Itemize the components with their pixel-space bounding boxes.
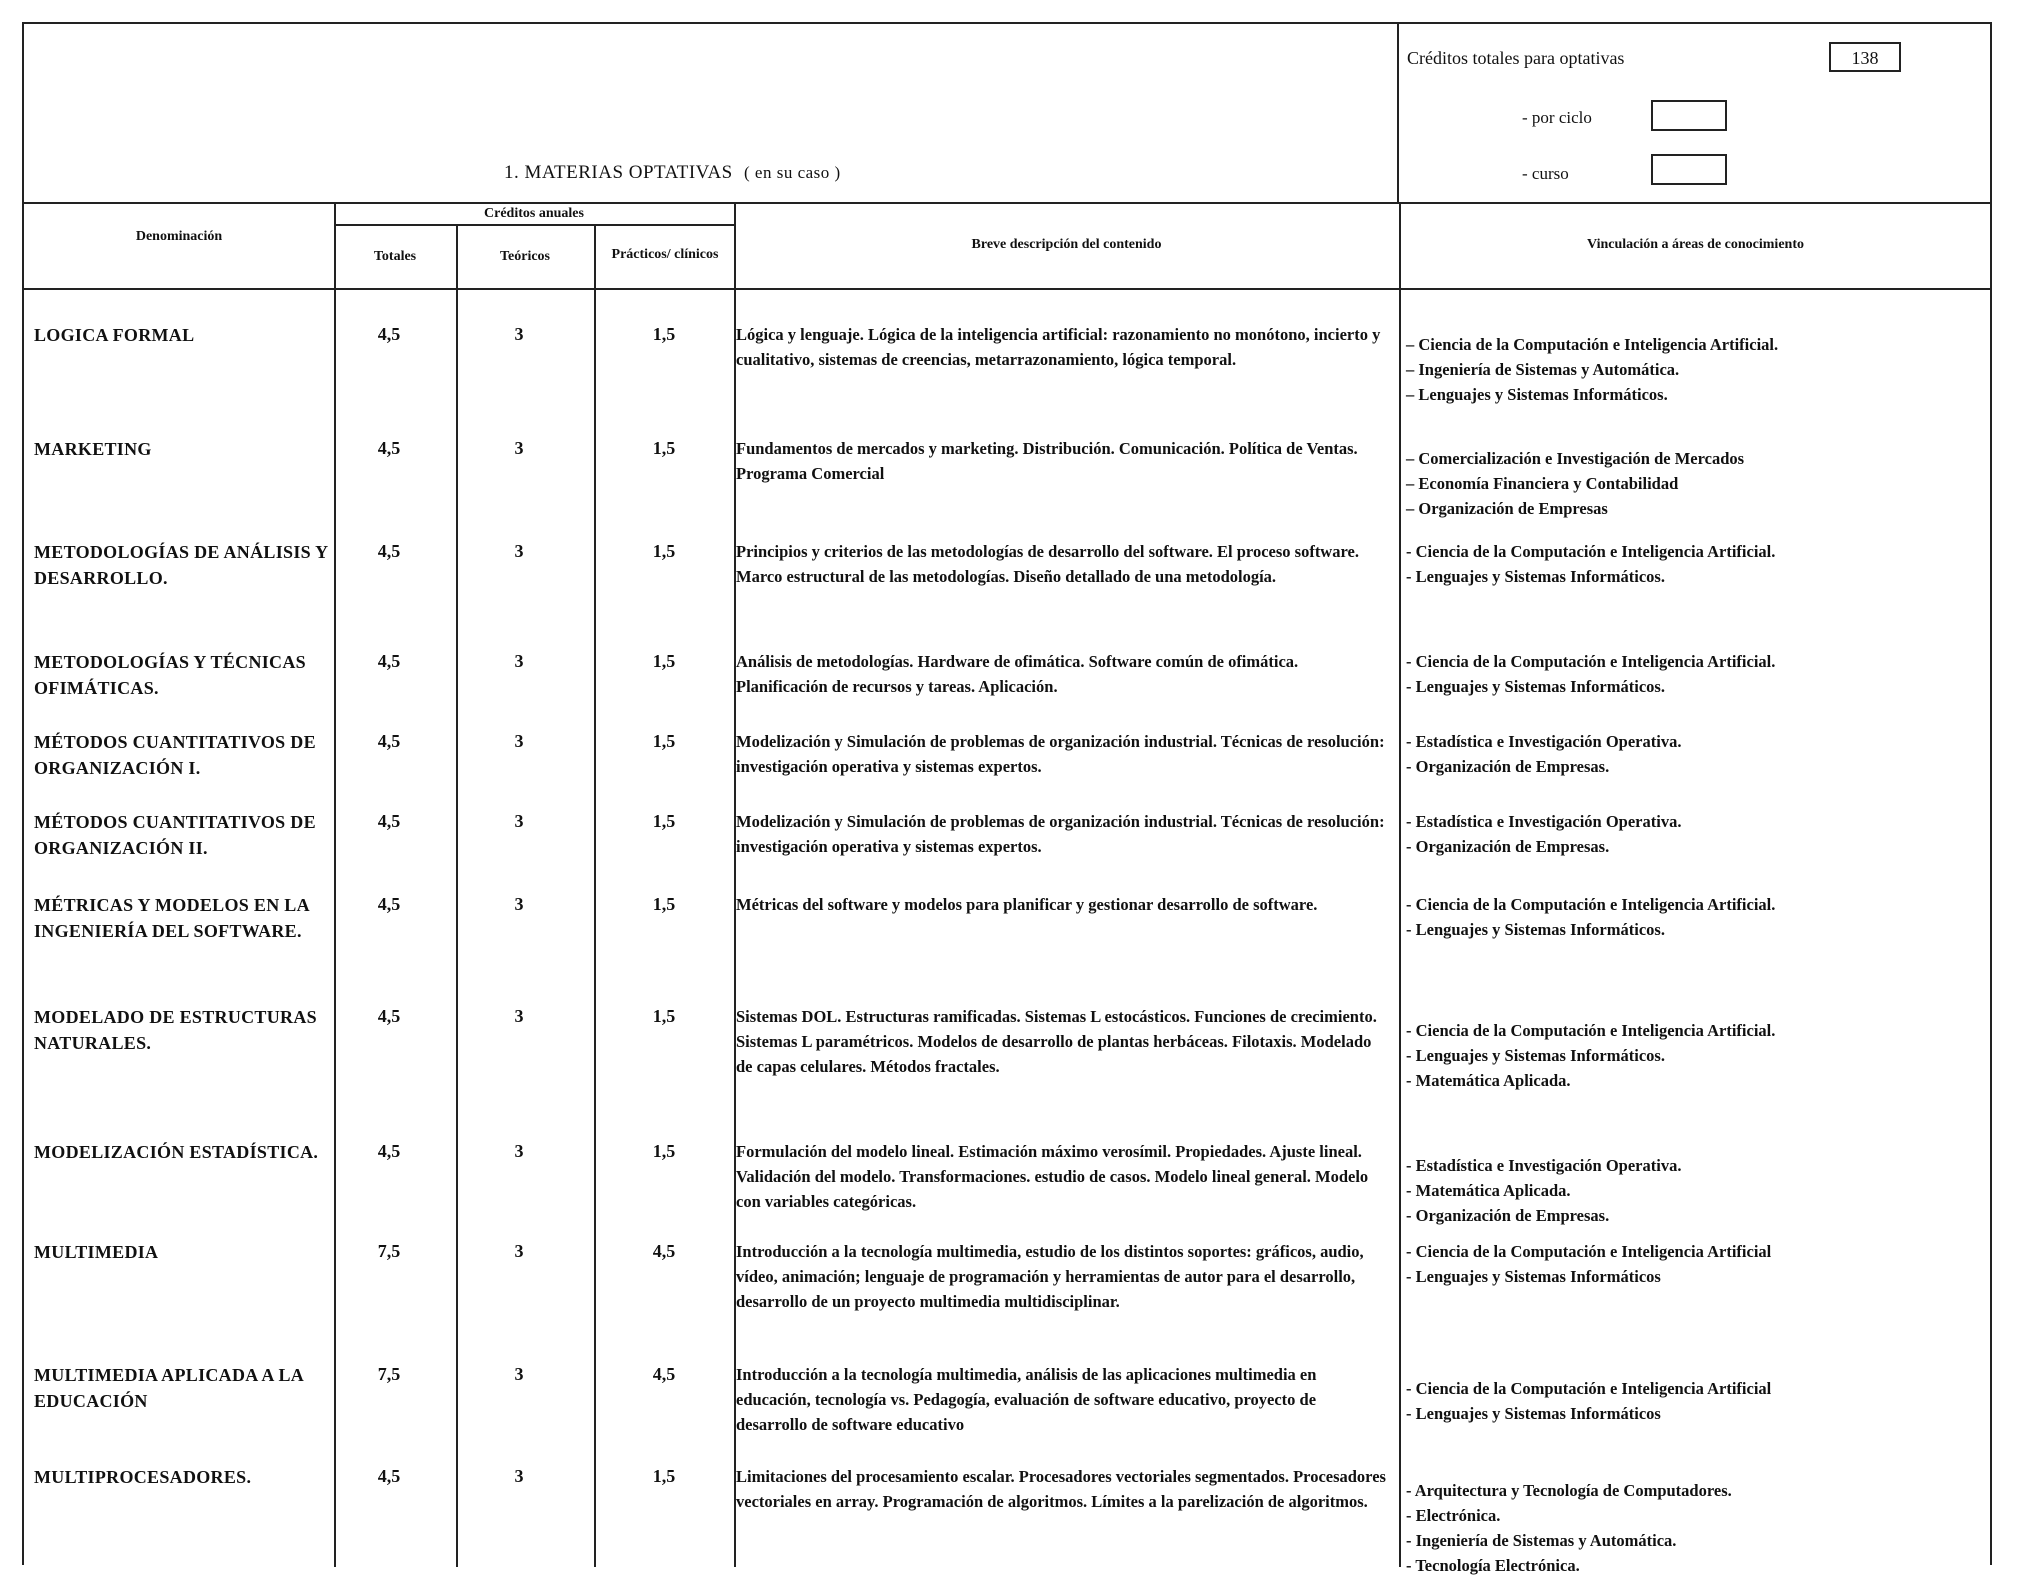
knowledge-areas — [1406, 539, 1986, 589]
credits-totales: 4,5 — [377, 541, 401, 561]
knowledge-areas — [1406, 1478, 1986, 1578]
credits-totales: 4,5 — [377, 438, 401, 458]
credits-practicos: 1,5 — [652, 438, 676, 458]
divider — [24, 202, 1990, 204]
knowledge-areas — [1406, 892, 1986, 942]
knowledge-area-item: - Ciencia de la Computación e Inteligencia Artificial — [1406, 1379, 1772, 1398]
subject-name: MULTIPROCESADORES. — [34, 1467, 252, 1487]
subject-name: MARKETING — [34, 439, 152, 459]
credits-totales: 7,5 — [377, 1241, 401, 1261]
credits-totales: 4,5 — [377, 324, 401, 344]
credits-teoricos: 3 — [514, 811, 524, 831]
knowledge-areas — [1406, 1018, 1986, 1093]
subject-description: Análisis de metodologías. Hardware de ofimática. Software común de ofimática. Planificación de recursos y tareas. Aplicación. — [736, 652, 1299, 696]
knowledge-area-item: - Matemática Aplicada. — [1406, 1071, 1571, 1090]
credits-totales: 4,5 — [377, 811, 401, 831]
subject-description: Métricas del software y modelos para planificar y gestionar desarrollo de software. — [736, 895, 1318, 914]
curso-label: - curso — [1522, 164, 1569, 183]
subject-name: MÉTRICAS Y MODELOS EN LA INGENIERÍA DEL SOFTWARE. — [34, 895, 309, 941]
credits-practicos: 1,5 — [652, 1006, 676, 1026]
knowledge-area-item: - Lenguajes y Sistemas Informáticos — [1406, 1267, 1661, 1286]
knowledge-area-item: - Arquitectura y Tecnología de Computadores. — [1406, 1481, 1732, 1500]
knowledge-area-item: - Ciencia de la Computación e Inteligencia Artificial. — [1406, 542, 1776, 561]
knowledge-area-item: - Lenguajes y Sistemas Informáticos. — [1406, 567, 1665, 586]
knowledge-areas — [1406, 1153, 1986, 1228]
divider — [1399, 202, 1401, 1567]
credits-total-label: Créditos totales para optativas — [1407, 48, 1625, 68]
subject-description: Modelización y Simulación de problemas de organización industrial. Técnicas de resolución: investigación operativa y sistemas expertos. — [736, 732, 1385, 776]
subject-description: Formulación del modelo lineal. Estimación máximo verosímil. Propiedades. Ajuste lineal. Validación del modelo. Transformaciones. estudio de casos. Modelo lineal general. Modelo con variables categóricas. — [736, 1142, 1369, 1211]
form-table — [22, 22, 1992, 1575]
col-totales: Totales — [373, 249, 417, 264]
credits-teoricos: 3 — [514, 541, 524, 561]
knowledge-areas — [1406, 332, 1986, 407]
knowledge-area-item: - Ciencia de la Computación e Inteligencia Artificial. — [1406, 895, 1776, 914]
credits-practicos: 1,5 — [652, 324, 676, 344]
credits-teoricos: 3 — [514, 1241, 524, 1261]
knowledge-area-item: – Lenguajes y Sistemas Informáticos. — [1406, 385, 1668, 404]
header-title-area — [24, 24, 1399, 202]
subject-name: MODELADO DE ESTRUCTURAS NATURALES. — [34, 1007, 317, 1053]
knowledge-area-item: - Tecnología Electrónica. — [1406, 1556, 1580, 1575]
credits-practicos: 4,5 — [652, 1364, 676, 1384]
knowledge-area-item: - Ciencia de la Computación e Inteligencia Artificial. — [1406, 1021, 1776, 1040]
credits-practicos: 1,5 — [652, 651, 676, 671]
page-title-text: 1. MATERIAS OPTATIVAS — [504, 162, 733, 183]
credits-totales: 4,5 — [377, 651, 401, 671]
subject-description: Fundamentos de mercados y marketing. Distribución. Comunicación. Política de Ventas. Programa Comercial — [736, 439, 1358, 483]
credits-totales: 4,5 — [377, 1466, 401, 1486]
credits-practicos: 1,5 — [652, 541, 676, 561]
knowledge-area-item: - Electrónica. — [1406, 1506, 1501, 1525]
credits-practicos: 1,5 — [652, 811, 676, 831]
subject-name: MULTIMEDIA — [34, 1242, 159, 1262]
divider — [334, 224, 734, 226]
knowledge-area-item: - Matemática Aplicada. — [1406, 1181, 1571, 1200]
knowledge-area-item: – Economía Financiera y Contabilidad — [1406, 474, 1679, 493]
credits-practicos: 1,5 — [652, 731, 676, 751]
col-denominacion: Denominación — [135, 229, 223, 244]
col-creditos-anuales: Créditos anuales — [484, 206, 584, 221]
subject-name: METODOLOGÍAS Y TÉCNICAS OFIMÁTICAS. — [34, 652, 306, 698]
credits-practicos: 1,5 — [652, 1466, 676, 1486]
knowledge-areas — [1406, 809, 1986, 859]
col-teoricos: Teóricos — [499, 249, 551, 264]
curso-field[interactable] — [1651, 154, 1727, 185]
credits-teoricos: 3 — [514, 324, 524, 344]
subject-name: MULTIMEDIA APLICADA A LA EDUCACIÓN — [34, 1365, 304, 1411]
subject-description: Modelización y Simulación de problemas de organización industrial. Técnicas de resolución: investigación operativa y sistemas expertos. — [736, 812, 1385, 856]
credits-teoricos: 3 — [514, 1364, 524, 1384]
knowledge-area-item: - Estadística e Investigación Operativa. — [1406, 732, 1682, 751]
credits-total-value[interactable]: 138 — [1829, 42, 1901, 72]
subject-name: MÉTODOS CUANTITATIVOS DE ORGANIZACIÓN I. — [34, 732, 316, 778]
col-practicos: Prácticos/ clínicos — [611, 247, 719, 262]
knowledge-areas — [1406, 649, 1986, 699]
knowledge-area-item: - Lenguajes y Sistemas Informáticos. — [1406, 1046, 1665, 1065]
subject-name: MODELIZACIÓN ESTADÍSTICA. — [34, 1142, 319, 1162]
col-descripcion: Breve descripción del contenido — [971, 237, 1162, 252]
subject-name: LOGICA FORMAL — [34, 325, 195, 345]
knowledge-area-item: – Organización de Empresas — [1406, 499, 1608, 518]
credits-totales: 4,5 — [377, 731, 401, 751]
credits-practicos: 1,5 — [652, 1141, 676, 1161]
subject-description: Sistemas DOL. Estructuras ramificadas. Sistemas L estocásticos. Funciones de crecimiento. Sistemas L paramétricos. Modelos de desarrollo de plantas herbáceas. Filotaxis. Modelado de capas celulares. Métodos fractales. — [736, 1007, 1377, 1076]
credits-teoricos: 3 — [514, 438, 524, 458]
credits-totales: 4,5 — [377, 1141, 401, 1161]
knowledge-areas — [1406, 1376, 1986, 1426]
subject-description: Limitaciones del procesamiento escalar. Procesadores vectoriales segmentados. Procesadores vectoriales en array. Programación de algoritmos. Límites a la parelización de algoritmos. — [736, 1467, 1386, 1511]
subject-name: METODOLOGÍAS DE ANÁLISIS Y DESARROLLO. — [34, 542, 328, 588]
credits-totales: 4,5 — [377, 1006, 401, 1026]
credits-teoricos: 3 — [514, 1466, 524, 1486]
knowledge-area-item: – Ingeniería de Sistemas y Automática. — [1406, 360, 1680, 379]
credits-totales: 4,5 — [377, 894, 401, 914]
knowledge-area-item: - Ciencia de la Computación e Inteligencia Artificial — [1406, 1242, 1772, 1261]
subject-description: Principios y criterios de las metodologías de desarrollo del software. El proceso software. Marco estructural de las metodologías. Diseño detallado de una metodología. — [736, 542, 1359, 586]
credits-teoricos: 3 — [514, 1006, 524, 1026]
credits-teoricos: 3 — [514, 651, 524, 671]
knowledge-area-item: - Organización de Empresas. — [1406, 837, 1610, 856]
credits-practicos: 4,5 — [652, 1241, 676, 1261]
subject-description: Lógica y lenguaje. Lógica de la inteligencia artificial: razonamiento no monótono, incierto y cualitativo, sistemas de creencias, metarrazonamiento, lógica temporal. — [736, 325, 1381, 369]
knowledge-area-item: - Ingeniería de Sistemas y Automática. — [1406, 1531, 1677, 1550]
credits-summary — [1399, 24, 1992, 202]
subject-description: Introducción a la tecnología multimedia, análisis de las aplicaciones multimedia en educación, tecnología vs. Pedagogía, evaluación de software educativo, proyecto de desarrollo de software educativo — [736, 1365, 1317, 1434]
knowledge-area-item: - Lenguajes y Sistemas Informáticos. — [1406, 677, 1665, 696]
credits-practicos: 1,5 — [652, 894, 676, 914]
knowledge-area-item: - Estadística e Investigación Operativa. — [1406, 812, 1682, 831]
knowledge-area-item: - Lenguajes y Sistemas Informáticos. — [1406, 920, 1665, 939]
page-title-sub: ( en su caso ) — [744, 163, 841, 182]
divider — [24, 288, 1990, 290]
credits-totales: 7,5 — [377, 1364, 401, 1384]
knowledge-area-item: - Estadística e Investigación Operativa. — [1406, 1156, 1682, 1175]
knowledge-area-item: – Comercialización e Investigación de Mercados — [1406, 449, 1745, 468]
knowledge-area-item: – Ciencia de la Computación e Inteligencia Artificial. — [1406, 335, 1779, 354]
por-ciclo-field[interactable] — [1651, 100, 1727, 131]
subject-description: Introducción a la tecnología multimedia, estudio de los distintos soportes: gráficos, audio, vídeo, animación; lenguaje de programación y herramientas de autor para el desarrollo, desarrollo de un proyecto multimedia multidisciplinar. — [736, 1242, 1364, 1311]
credits-teoricos: 3 — [514, 731, 524, 751]
knowledge-areas — [1406, 446, 1986, 521]
knowledge-area-item: - Lenguajes y Sistemas Informáticos — [1406, 1404, 1661, 1423]
knowledge-area-item: - Organización de Empresas. — [1406, 757, 1610, 776]
knowledge-areas — [1406, 1239, 1986, 1289]
knowledge-area-item: - Organización de Empresas. — [1406, 1206, 1610, 1225]
page-title — [504, 162, 841, 184]
por-ciclo-label: - por ciclo — [1522, 108, 1592, 127]
credits-teoricos: 3 — [514, 1141, 524, 1161]
subject-name: MÉTODOS CUANTITATIVOS DE ORGANIZACIÓN II. — [34, 812, 316, 858]
knowledge-area-item: - Ciencia de la Computación e Inteligencia Artificial. — [1406, 652, 1776, 671]
credits-teoricos: 3 — [514, 894, 524, 914]
col-vinculacion: Vinculación a áreas de conocimiento — [1587, 237, 1804, 252]
knowledge-areas — [1406, 729, 1986, 779]
